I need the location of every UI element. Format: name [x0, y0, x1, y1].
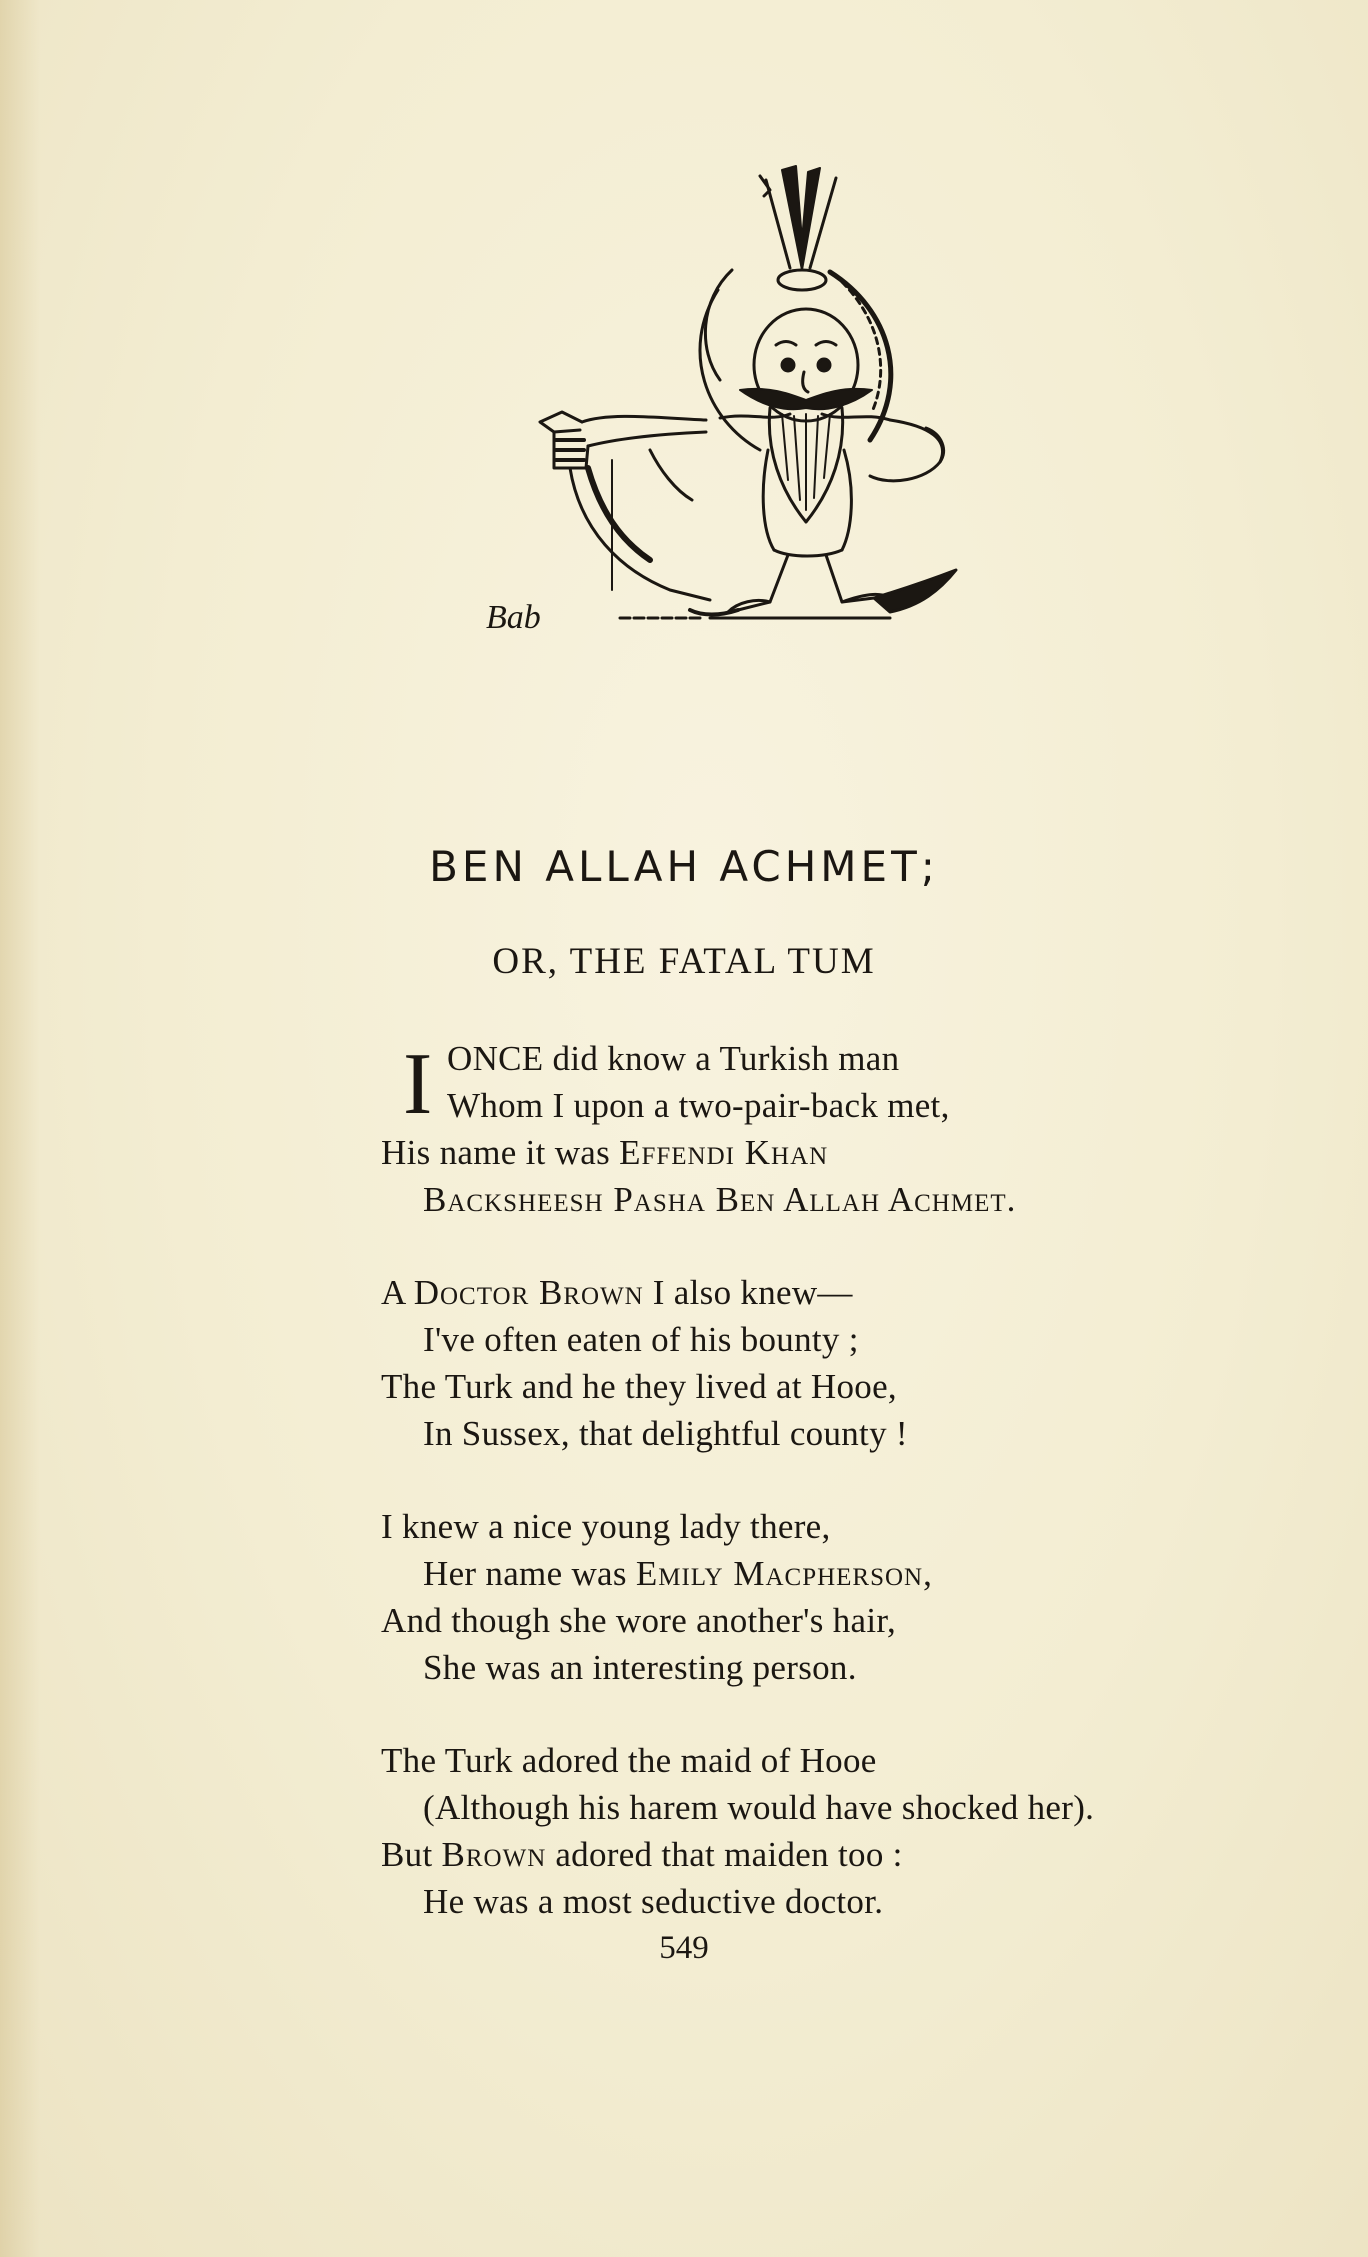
drop-cap: I: [403, 1036, 433, 1133]
small-caps-name: Doctor Brown: [413, 1273, 644, 1312]
poem-line: [381, 1363, 1281, 1410]
line-text: I also knew—: [643, 1273, 853, 1312]
line-text: I knew a nice young lady there,: [381, 1507, 831, 1546]
line-text: And though she wore another's hair,: [381, 1601, 897, 1640]
poem-line: [381, 1550, 1281, 1597]
poem-line: [381, 1597, 1281, 1644]
poem-line: [381, 1784, 1281, 1831]
line-text: His name it was: [381, 1133, 620, 1172]
poem-body: [381, 1035, 1281, 1971]
poem-line: [381, 1129, 1281, 1176]
line-text: .: [1006, 1180, 1016, 1219]
small-caps-name: Effendi Khan: [619, 1133, 829, 1172]
poem-line: [381, 1831, 1281, 1878]
line-text: I've often eaten of his bounty ;: [423, 1320, 859, 1359]
poem-line: [381, 1410, 1281, 1457]
small-caps-name: Backsheesh Pasha Ben Allah Achmet: [423, 1180, 1007, 1219]
poem-line: [381, 1176, 1281, 1223]
line-text: Her name was: [423, 1554, 636, 1593]
line-text: She was an interesting person.: [423, 1648, 857, 1687]
line-text: The Turk and he they lived at Hooe,: [381, 1367, 897, 1406]
stanza-2: [381, 1269, 1281, 1457]
turk-illustration: [470, 150, 1010, 710]
poem-line: [381, 1082, 1281, 1129]
line-text: The Turk adored the maid of Hooe: [381, 1741, 877, 1780]
line-text: (Although his harem would have shocked her).: [423, 1788, 1095, 1827]
stanza-4: [381, 1737, 1281, 1925]
small-caps-name: Emily Macpherson: [635, 1554, 924, 1593]
stanza-1: [381, 1035, 1281, 1223]
line-text: Whom I upon a two-pair-back met,: [447, 1086, 950, 1125]
poem-line: [381, 1316, 1281, 1363]
line-text: In Sussex, that delightful county !: [423, 1414, 908, 1453]
poem-line: [381, 1737, 1281, 1784]
small-caps-name: Brown: [441, 1835, 547, 1874]
poem-line: [381, 1644, 1281, 1691]
turk-drawing: [470, 150, 1010, 710]
line-text: ONCE did know a Turkish man: [447, 1039, 900, 1078]
poem-line: [381, 1503, 1281, 1550]
stanza-3: [381, 1503, 1281, 1691]
poem-title: BEN ALLAH ACHMET;: [429, 842, 939, 891]
poem-line: [381, 1878, 1281, 1925]
page-number: 549: [659, 1930, 709, 1966]
line-text: A: [381, 1273, 414, 1312]
line-text: But: [381, 1835, 442, 1874]
poem-subtitle: OR, THE FATAL TUM: [492, 941, 876, 982]
line-text: He was a most seductive doctor.: [423, 1882, 884, 1921]
line-text: adored that maiden too :: [546, 1835, 903, 1874]
artist-signature: Bab: [486, 599, 541, 636]
page-edge-shadow: [0, 0, 40, 2257]
line-text: ,: [923, 1554, 933, 1593]
poem-line: [381, 1269, 1281, 1316]
